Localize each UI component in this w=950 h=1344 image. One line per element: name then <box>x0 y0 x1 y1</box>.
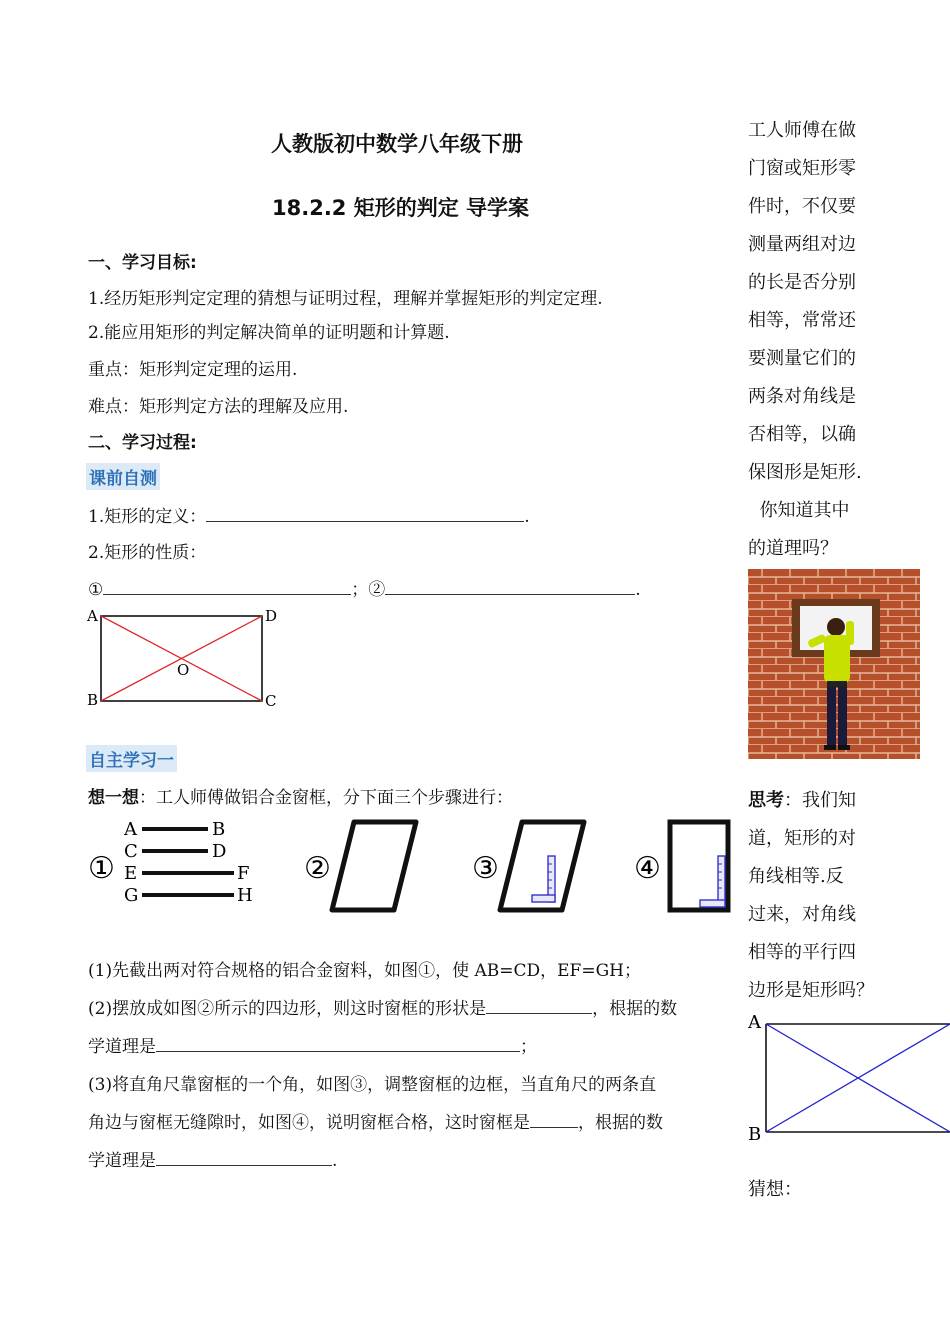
punctuation: ； <box>520 1037 537 1057</box>
step-1: (1)先截出两对符合规格的铝合金窗料，如图①，使 AB=CD，EF=GH； <box>88 961 641 981</box>
answer-blank[interactable] <box>486 996 592 1014</box>
question-definition <box>88 502 530 527</box>
sidebar-line: 保图形是矩形. <box>748 462 862 483</box>
center-label-o: O <box>177 661 190 679</box>
sidebar-line: 你知道其中 <box>748 500 850 521</box>
figure-number-2: ② <box>304 851 331 886</box>
sidebar-rectangle-figure <box>746 1008 950 1148</box>
answer-blank[interactable] <box>156 1148 332 1166</box>
punctuation: . <box>635 580 641 600</box>
sidebar-line: 相等，常常还 <box>748 310 856 331</box>
vertex-label-b: B <box>748 1124 762 1145</box>
step-3-text: 角边与窗框无缝隙时，如图④，说明窗框合格，这时窗框是 <box>88 1113 530 1133</box>
sidebar-line: 的道理吗？ <box>748 538 838 559</box>
step-2-text: (2)摆放成如图②所示的四边形，则这时窗框的形状是 <box>88 999 487 1019</box>
sidebar-think-line: 边形是矩形吗？ <box>748 980 874 1001</box>
answer-blank[interactable] <box>385 577 635 595</box>
step-2-text: 学道理是 <box>88 1037 156 1057</box>
vertex-label-a: A <box>748 1012 761 1033</box>
think-text: ：工人师傅做铝合金窗框，分下面三个步骤进行： <box>139 788 513 808</box>
step-3-end <box>88 1146 337 1171</box>
guess-label: 猜想： <box>748 1179 802 1200</box>
question-properties: 2.矩形的性质： <box>88 543 207 563</box>
vertex-label-d: D <box>265 607 278 625</box>
sidebar-line: 否相等，以确 <box>748 424 856 445</box>
vertex-label-a: A <box>87 607 98 625</box>
objectives-heading: 一、学习目标: <box>88 253 197 273</box>
figure-number-3: ③ <box>472 851 499 886</box>
sidebar-line: 的长是否分别 <box>748 272 856 293</box>
difficulty-point: 难点：矩形判定方法的理解及应用. <box>88 397 349 417</box>
key-point: 重点：矩形判定定理的运用. <box>88 360 298 380</box>
step-2-cont <box>88 1032 537 1057</box>
sidebar-line: 两条对角线是 <box>748 386 856 407</box>
sidebar-think-line: 相等的平行四 <box>748 942 856 963</box>
sidebar-think-line: 角线相等.反 <box>748 866 844 887</box>
punctuation: . <box>332 1151 338 1171</box>
answer-blank[interactable] <box>206 504 524 522</box>
figure-number-1: ① <box>88 851 115 886</box>
sidebar-line: 件时，不仅要 <box>748 196 856 217</box>
step-2-text: ，根据的数 <box>592 999 678 1019</box>
step-3: (3)将直角尺靠窗框的一个角，如图③，调整窗框的边框，当直角尺的两条直 <box>88 1075 657 1095</box>
steps-figure <box>86 812 736 917</box>
page-subtitle: 18.2.2 矩形的判定 导学案 <box>272 196 530 220</box>
rectangle-figure <box>82 602 282 714</box>
page-title: 人教版初中数学八年级下册 <box>271 132 523 156</box>
think-prompt <box>88 783 513 808</box>
self-study-tag: 自主学习一 <box>86 745 177 772</box>
step-3-text: ，根据的数 <box>578 1113 663 1133</box>
answer-blank[interactable] <box>103 577 351 595</box>
bar-label-b: B <box>212 819 226 840</box>
circle-number: ① <box>88 580 104 600</box>
question-label: 1.矩形的定义： <box>88 507 207 527</box>
separator: ； <box>351 580 369 600</box>
sidebar-line: 工人师傅在做 <box>748 120 856 141</box>
set-square-icon <box>532 856 555 902</box>
bar-label-g: G <box>124 885 139 906</box>
sidebar-think <box>748 786 856 812</box>
answer-blank[interactable] <box>156 1034 520 1052</box>
bar-label-c: C <box>124 841 138 862</box>
step-3-cont <box>88 1108 663 1133</box>
objective-item: 2.能应用矩形的判定解决简单的证明题和计算题. <box>88 323 450 343</box>
circle-number: ② <box>368 580 386 600</box>
worker-window-illustration <box>748 569 920 759</box>
sidebar-think-line: 过来，对角线 <box>748 904 856 925</box>
process-heading: 二、学习过程: <box>88 433 197 453</box>
bar-label-d: D <box>212 841 227 862</box>
step-2 <box>88 994 677 1019</box>
figure-number-4: ④ <box>634 851 661 886</box>
answer-blank[interactable] <box>530 1110 578 1128</box>
bar-label-e: E <box>124 863 138 884</box>
bar-label-a: A <box>124 819 137 840</box>
punctuation: . <box>524 507 530 527</box>
pre-test-tag: 课前自测 <box>86 463 160 490</box>
sidebar-line: 测量两组对边 <box>748 234 856 255</box>
bar-label-h: H <box>237 885 253 906</box>
sidebar-think-line: 道，矩形的对 <box>748 828 856 849</box>
objective-item: 1.经历矩形判定定理的猜想与证明过程，理解并掌握矩形的判定定理. <box>88 289 603 309</box>
vertex-label-b: B <box>87 691 99 709</box>
set-square-icon <box>700 856 725 907</box>
sidebar-line: 要测量它们的 <box>748 348 856 369</box>
think-label: 思考 <box>748 790 784 811</box>
think-label: 想一想 <box>88 788 139 808</box>
bar-label-f: F <box>237 863 250 884</box>
step-3-text: 学道理是 <box>88 1151 156 1171</box>
sidebar-line: 门窗或矩形零 <box>748 158 856 179</box>
think-text: ：我们知 <box>784 790 856 811</box>
properties-blanks <box>88 575 641 600</box>
parallelogram-frame <box>332 822 416 910</box>
vertex-label-c: C <box>265 692 277 710</box>
